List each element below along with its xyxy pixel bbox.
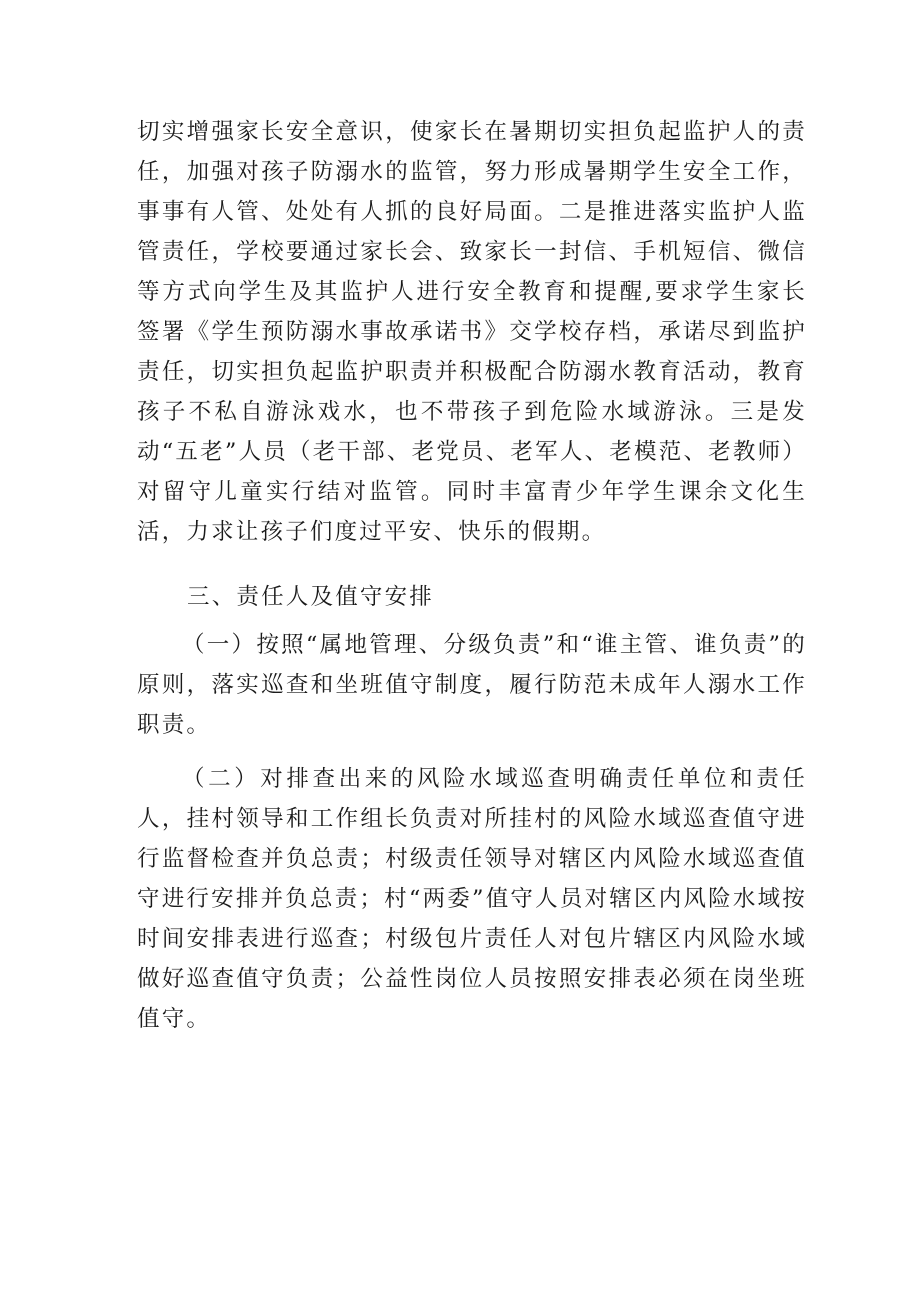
section-heading: 三、责任人及值守安排: [187, 584, 435, 610]
paragraph-item-1: （一）按照“属地管理、分级负责”和“谁主管、谁负责”的原则，落实巡查和坐班值守制度，履行防范未成年人溺水工作职责。: [137, 632, 807, 738]
document-body: [137, 112, 807, 1039]
paragraph-continuation: 切实增强家长安全意识，使家长在暑期切实担负起监护人的责任，加强对孩子防溺水的监管，努力形成暑期学生安全工作，事事有人管、处处有人抓的良好局面。二是推进落实监护人监管责任，学校要通过家长会、致家长一封信、手机短信、微信等方式向学生及其监护人进行安全教育和提醒,要求学生家长签署《学生预防溺水事故承诺书》交学校存档，承诺尽到监护责任，切实担负起监护职责并积极配合防溺水教育活动，教育孩子不私自游泳戏水，也不带孩子到危险水域游泳。三是发动“五老”人员（老干部、老党员、老军人、老模范、老教师）对留守儿童实行结对监管。同时丰富青少年学生课余文化生活，力求让孩子们度过平安、快乐的假期。: [137, 119, 807, 545]
paragraph-item-2: （二）对排查出来的风险水域巡查明确责任单位和责任人，挂村领导和工作组长负责对所挂村的风险水域巡查值守进行监督检查并负总责；村级责任领导对辖区内风险水域巡查值守进行安排并负总责；村“两委”值守人员对辖区内风险水域按时间安排表进行巡查；村级包片责任人对包片辖区内风险水域做好巡查值守负责；公益性岗位人员按照安排表必须在岗坐班值守。: [137, 766, 807, 1032]
